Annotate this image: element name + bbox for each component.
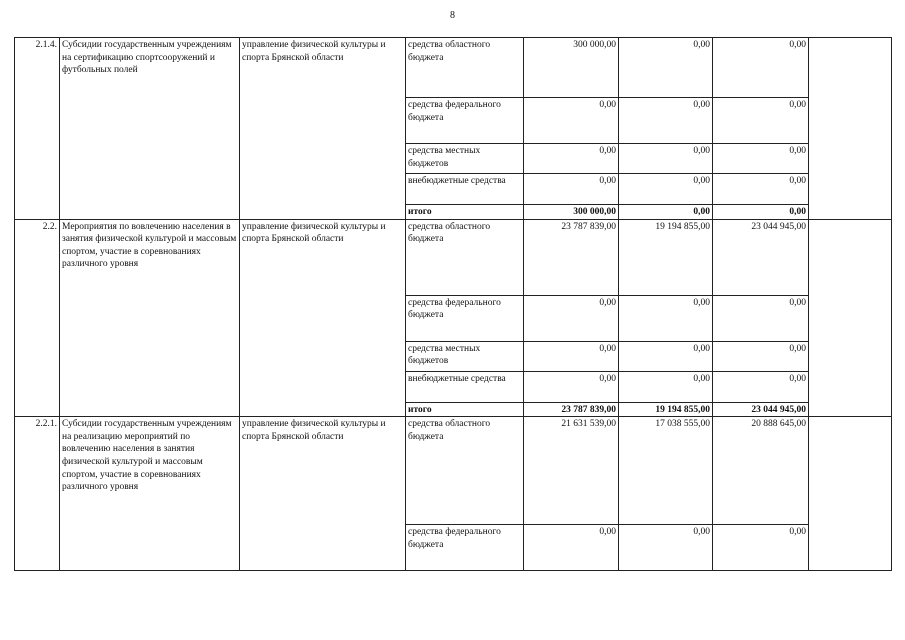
page-number: 8 — [450, 10, 455, 21]
value-cell: 23 787 839,00 — [524, 219, 619, 295]
value-cell: 0,00 — [524, 174, 619, 205]
source-label: средства федерального бюджета — [406, 98, 524, 144]
table-row — [15, 219, 892, 295]
value-cell: 0,00 — [619, 295, 713, 341]
value-cell: 21 631 539,00 — [524, 417, 619, 525]
value-cell: 19 194 855,00 — [619, 219, 713, 295]
total-value: 23 044 945,00 — [713, 402, 809, 417]
row-title: Субсидии государственным учреждениям на реализацию мероприятий по вовлечению населения в занятия физической культурой и массовым спортом, участие в соревнованиях различного уровня — [60, 417, 240, 571]
value-cell: 300 000,00 — [524, 38, 619, 98]
total-value: 23 787 839,00 — [524, 402, 619, 417]
row-title: Субсидии государственным учреждениям на сертификацию спортсооружений и футбольных полей — [60, 38, 240, 220]
source-label: средства областного бюджета — [406, 417, 524, 525]
row-executor: управление физической культуры и спорта Брянской области — [240, 38, 406, 220]
total-value: 0,00 — [619, 205, 713, 220]
value-cell: 0,00 — [619, 525, 713, 571]
row-code: 2.1.4. — [15, 38, 60, 220]
value-cell: 0,00 — [524, 341, 619, 371]
value-cell: 0,00 — [619, 371, 713, 402]
value-cell: 0,00 — [713, 295, 809, 341]
value-cell: 0,00 — [619, 174, 713, 205]
source-label: средства областного бюджета — [406, 38, 524, 98]
table-row — [15, 38, 892, 98]
row-code: 2.2.1. — [15, 417, 60, 571]
value-cell: 0,00 — [713, 144, 809, 174]
source-label: средства местных бюджетов — [406, 341, 524, 371]
value-cell: 0,00 — [524, 295, 619, 341]
total-value: 0,00 — [713, 205, 809, 220]
source-label: средства федерального бюджета — [406, 295, 524, 341]
row-code: 2.2. — [15, 219, 60, 417]
total-label: итого — [406, 402, 524, 417]
empty-cell — [809, 417, 892, 571]
value-cell: 0,00 — [524, 98, 619, 144]
value-cell: 0,00 — [619, 341, 713, 371]
source-label: внебюджетные средства — [406, 174, 524, 205]
value-cell: 0,00 — [713, 174, 809, 205]
source-label: средства федерального бюджета — [406, 525, 524, 571]
source-label: внебюджетные средства — [406, 371, 524, 402]
empty-cell — [809, 38, 892, 220]
value-cell: 0,00 — [713, 98, 809, 144]
value-cell: 0,00 — [619, 144, 713, 174]
source-label: средства местных бюджетов — [406, 144, 524, 174]
value-cell: 0,00 — [713, 341, 809, 371]
value-cell: 0,00 — [524, 144, 619, 174]
value-cell: 23 044 945,00 — [713, 219, 809, 295]
total-value: 19 194 855,00 — [619, 402, 713, 417]
row-executor: управление физической культуры и спорта Брянской области — [240, 417, 406, 571]
value-cell: 0,00 — [619, 98, 713, 144]
row-executor: управление физической культуры и спорта Брянской области — [240, 219, 406, 417]
value-cell: 0,00 — [619, 38, 713, 98]
value-cell: 0,00 — [713, 38, 809, 98]
value-cell: 0,00 — [713, 371, 809, 402]
total-label: итого — [406, 205, 524, 220]
total-value: 300 000,00 — [524, 205, 619, 220]
source-label: средства областного бюджета — [406, 219, 524, 295]
value-cell: 0,00 — [524, 525, 619, 571]
empty-cell — [809, 219, 892, 417]
row-title: Мероприятия по вовлечению населения в занятия физической культурой и массовым спортом, участие в соревнованиях различного уровня — [60, 219, 240, 417]
value-cell: 0,00 — [524, 371, 619, 402]
value-cell: 17 038 555,00 — [619, 417, 713, 525]
value-cell: 0,00 — [713, 525, 809, 571]
table-row — [15, 417, 892, 525]
value-cell: 20 888 645,00 — [713, 417, 809, 525]
budget-table — [14, 37, 892, 571]
